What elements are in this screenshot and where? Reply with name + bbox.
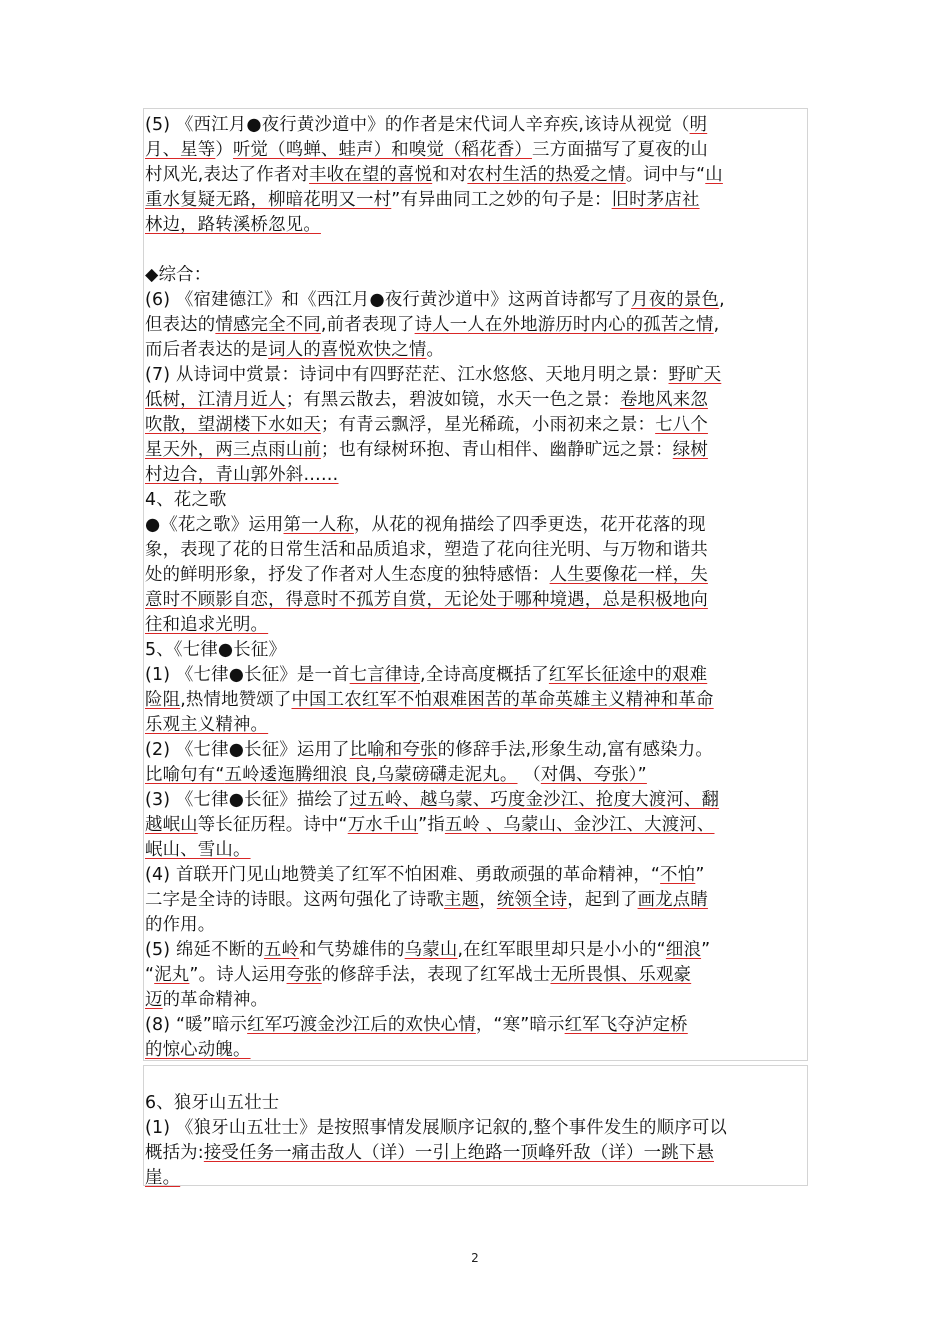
text-segment: ” [701, 940, 711, 960]
text-segment: 和对 [432, 165, 468, 185]
underlined-answer: 月夜的景色 [631, 290, 720, 310]
text-segment: ；有黑云散去，碧波如镜，水天一色之景： [285, 390, 620, 410]
text-line [145, 588, 807, 613]
text-segment: ●《花之歌》运用 [145, 515, 284, 535]
text-segment: (8) “暖”暗示 [145, 1015, 248, 1035]
text-line [145, 188, 807, 213]
text-segment: 等长征历程。诗中“ [197, 815, 348, 835]
underlined-answer: 五岭逶迤腾细浪 良,乌蒙磅礴走泥丸。 [224, 765, 518, 785]
text-segment: ”指 [418, 815, 445, 835]
underlined-answer: 农村生活的热爱之情 [467, 165, 626, 185]
text-segment: （ [517, 765, 541, 785]
underlined-answer: 野旷天 [668, 365, 722, 385]
text-line [145, 263, 807, 288]
text-line [145, 163, 807, 188]
underlined-answer: 词人的喜悦欢快之情 [268, 340, 427, 360]
text-segment: ；有青云飘浮，星光稀疏，小雨初来之景： [320, 415, 656, 435]
underlined-answer: 村边合，青山郭外斜…… [145, 465, 339, 485]
text-line [145, 138, 807, 163]
underlined-answer: 旧时茅店社 [611, 190, 700, 210]
text-segment: ◆综合： [145, 265, 212, 285]
text-segment: (3) 《七律●长征》描绘了 [145, 790, 350, 810]
underlined-answer: 低树，江清月近人 [145, 390, 286, 410]
text-segment: 三方面描写了夏夜的山 [532, 140, 708, 160]
underlined-answer: 诗人一人在外地游历时内心的孤苦之情 [414, 315, 714, 335]
underlined-answer: 对偶、夸张）” [540, 765, 647, 785]
underlined-answer: 七言律诗 [349, 665, 421, 685]
text-segment: 但表达的 [145, 315, 216, 335]
underlined-answer: 过五岭、越乌蒙、巧度金沙江、抢度大渡河、翻 [349, 790, 720, 810]
underlined-answer: 乌蒙山 [404, 940, 458, 960]
underlined-answer: 统领全诗 [496, 890, 568, 910]
text-line [145, 563, 807, 588]
text-line [145, 963, 807, 988]
text-line [145, 638, 807, 663]
underlined-answer: 越岷山 [145, 815, 198, 835]
text-line [145, 663, 807, 688]
underlined-answer: 的惊心动魄。 [145, 1040, 251, 1060]
text-line [145, 988, 807, 1013]
underlined-answer: 情感完全不同 [215, 315, 321, 335]
text-line [145, 363, 807, 388]
text-line [145, 1038, 807, 1063]
text-segment: 。 [426, 340, 445, 360]
block-xijiangyue [145, 113, 807, 238]
text-segment: 4、花之歌 [145, 490, 227, 510]
underlined-answer: 迈 [145, 990, 163, 1010]
text-line [145, 938, 807, 963]
text-segment: ”。诗人运用 [189, 965, 287, 985]
text-line [145, 838, 807, 863]
text-line [145, 288, 807, 313]
underlined-answer: 五岭 、乌蒙山、金沙江、大渡河、 [444, 815, 715, 835]
underlined-answer: 万水千山 [347, 815, 419, 835]
text-line [145, 613, 807, 638]
underlined-answer: 比喻句有“ [145, 765, 225, 785]
underlined-answer: 不怕 [660, 865, 696, 885]
underlined-answer: 听觉（鸣蝉、蛙声）和嗅觉（稻花香） [232, 140, 533, 160]
text-line [145, 313, 807, 338]
text-segment: ” [695, 865, 705, 885]
text-segment: ， [479, 890, 497, 910]
underlined-answer: 丰收在望的喜悦 [309, 165, 433, 185]
text-line [145, 338, 807, 363]
text-line [145, 438, 807, 463]
underlined-answer: 吹散，望湖楼下水如天 [145, 415, 321, 435]
text-line [145, 1116, 807, 1141]
text-line [145, 463, 807, 488]
text-segment: ，起到了 [567, 890, 638, 910]
text-segment: (1) 《狼牙山五壮士》是按照事情发展顺序记叙的,整个事件发生的顺序可以 [145, 1118, 728, 1138]
underlined-answer: 明 [689, 115, 708, 135]
text-line [145, 213, 807, 238]
text-line [145, 488, 807, 513]
blank-line [145, 238, 807, 263]
text-segment: 而后者表达的是 [145, 340, 269, 360]
underlined-answer: 红军长征途中的艰难 [548, 665, 708, 685]
text-segment: 的修辞手法，表现了红军战士 [321, 965, 551, 985]
text-segment: ，“寒”暗示 [475, 1015, 565, 1035]
text-line [145, 538, 807, 563]
text-line [145, 713, 807, 738]
blank-line [145, 1063, 807, 1091]
text-line [145, 388, 807, 413]
text-segment: ,在红军眼里却只是小小的“ [457, 940, 666, 960]
underlined-answer: 中国工农红军不怕艰难困苦的革命英雄主义精神和革命 [291, 690, 714, 710]
underlined-answer: 人生要像花一样，失 [549, 565, 708, 585]
page-content [145, 113, 807, 1191]
text-segment: 的修辞手法,形象生动,富有感染力。 [437, 740, 713, 760]
text-line [145, 413, 807, 438]
underlined-answer: 岷山、雪山。 [145, 840, 251, 860]
text-segment: ） [215, 140, 233, 160]
underlined-answer: 崖。 [145, 1168, 181, 1188]
text-segment: 的作用。 [145, 915, 216, 935]
underlined-answer: 画龙点睛 [637, 890, 708, 910]
text-segment: (6) 《宿建德江》和《西江月●夜行黄沙道中》这两首诗都写了 [145, 290, 632, 310]
text-segment: 和气势雄伟的 [299, 940, 405, 960]
text-segment: (5) 《西江月●夜行黄沙道中》的作者是宋代词人辛弃疾,该诗从视觉（ [145, 115, 690, 135]
text-segment: (1) 《七律●长征》是一首 [145, 665, 350, 685]
text-line [145, 1013, 807, 1038]
text-segment: ,前者表现了 [320, 315, 415, 335]
text-line [145, 913, 807, 938]
text-line [145, 1166, 807, 1191]
text-segment: (5) 绵延不断的 [145, 940, 264, 960]
text-line [145, 1141, 807, 1166]
underlined-answer: 七八个 [655, 415, 708, 435]
underlined-answer: 泥丸 [154, 965, 190, 985]
text-segment: 二字是全诗的诗眼。这两句强化了诗歌 [145, 890, 445, 910]
block-summary-and-sections [145, 263, 807, 1063]
underlined-answer: 五岭 [263, 940, 300, 960]
underlined-answer: 细浪 [665, 940, 702, 960]
underlined-answer: 主题 [444, 890, 480, 910]
text-segment: “ [145, 965, 155, 985]
text-line [145, 888, 807, 913]
underlined-answer: 卷地风来忽 [619, 390, 708, 410]
text-segment: 。词中与“ [625, 165, 706, 185]
text-segment: ，从花的视角描绘了四季更迭，花开花落的现 [353, 515, 706, 535]
text-line [145, 738, 807, 763]
text-segment: (2) 《七律●长征》运用了 [145, 740, 350, 760]
text-line [145, 688, 807, 713]
text-segment: 5、《七律●长征》 [145, 640, 287, 660]
text-segment: , [719, 290, 725, 310]
text-segment: ；也有绿树环抱、青山相伴、幽静旷远之景： [320, 440, 673, 460]
underlined-answer: 第一人称 [283, 515, 354, 535]
text-line [145, 863, 807, 888]
text-segment: 象，表现了花的日常生活和品质追求，塑造了花向往光明、与万物和谐共 [145, 540, 708, 560]
text-line [145, 788, 807, 813]
underlined-answer: 星天外，两三点雨山前 [145, 440, 321, 460]
underlined-answer: 月、星等 [145, 140, 216, 160]
text-segment: 村风光,表达了作者对 [145, 165, 310, 185]
underlined-answer: 红军飞夺泸定桥 [564, 1015, 688, 1035]
underlined-answer: 无所畏惧、乐观豪 [550, 965, 692, 985]
text-segment: 6、狼牙山五壮士 [145, 1093, 280, 1113]
text-line [145, 513, 807, 538]
underlined-answer: 险阻 [145, 690, 181, 710]
text-segment: ,热情地赞颂了 [180, 690, 292, 710]
underlined-answer: 乐观主义精神。 [145, 715, 269, 735]
text-segment: (7) 从诗词中赏景：诗词中有四野茫茫、江水悠悠、天地月明之景： [145, 365, 669, 385]
text-segment: 处的鲜明形象，抒发了作者对人生态度的独特感悟： [145, 565, 550, 585]
page-number: 2 [471, 1251, 479, 1265]
underlined-answer: 意时不顾影自恋，得意时不孤芳自赏，无论处于哪种境遇，总是积极地向 [145, 590, 708, 610]
underlined-answer: 夸张 [286, 965, 322, 985]
text-line [145, 1091, 807, 1116]
underlined-answer: 山 [705, 165, 723, 185]
text-line [145, 813, 807, 838]
underlined-answer: 绿树 [672, 440, 708, 460]
underlined-answer: 红军巧渡金沙江后的欢快心情 [247, 1015, 476, 1035]
text-segment: ”有异曲同工之妙的句子是： [391, 190, 612, 210]
text-segment: ,全诗高度概括了 [420, 665, 549, 685]
block-langyashan [145, 1091, 807, 1191]
text-segment: 概括为: [145, 1143, 204, 1163]
underlined-answer: 接受任务一痛击敌人（详）一引上绝路一顶峰歼敌（详）一跳下悬 [203, 1143, 714, 1163]
text-segment: , [713, 315, 720, 335]
text-line [145, 763, 807, 788]
text-segment: 的革命精神。 [162, 990, 269, 1010]
underlined-answer: 往和追求光明。 [145, 615, 269, 635]
text-segment: (4) 首联开门见山地赞美了红军不怕困难、勇敢顽强的革命精神，“ [145, 865, 661, 885]
underlined-answer: 林边，路转溪桥忽见。 [145, 215, 321, 235]
text-line [145, 113, 807, 138]
underlined-answer: 重水复疑无路，柳暗花明又一村 [145, 190, 392, 210]
underlined-answer: 比喻和夸张 [349, 740, 438, 760]
